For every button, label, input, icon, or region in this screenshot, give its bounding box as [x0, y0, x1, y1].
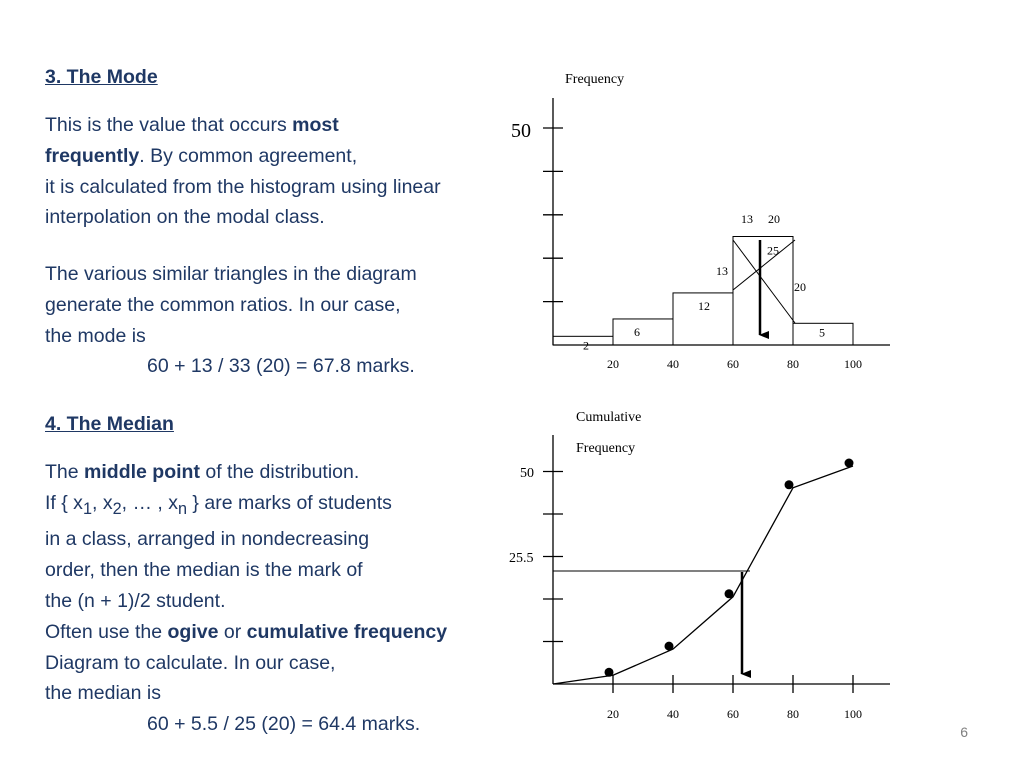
ogive-xtick-label: 60 [727, 707, 739, 721]
median-line4: order, then the median is the mark of [45, 559, 363, 582]
histogram-bar [613, 319, 673, 345]
mode-p1-line3: it is calculated from the histogram using linear [45, 175, 441, 198]
annotation-13-left: 13 [716, 264, 728, 278]
ogive-xtick-label: 20 [607, 707, 619, 721]
median-line8: the median is [45, 682, 161, 705]
median-line2-b: , x [91, 491, 113, 514]
mode-p1-bold1: most [292, 114, 339, 136]
cumulative-frequency-term: cumulative frequency [246, 620, 448, 643]
ogive-line [553, 466, 853, 684]
sub-1: 1 [82, 499, 92, 518]
ogive-point [785, 480, 794, 489]
mode-p1-line4: interpolation on the modal class. [45, 206, 325, 229]
histogram-ytick-label-50: 50 [511, 120, 531, 142]
annotation-13-top: 13 [741, 212, 753, 226]
median-line2-a: If { x [45, 491, 83, 514]
ogive-xtick-label: 100 [844, 707, 862, 721]
histogram-chart [511, 72, 890, 371]
median-line7: Diagram to calculate. In our case, [45, 651, 336, 674]
histogram-xtick-label: 20 [607, 357, 619, 371]
median-line1-bold: middle point [84, 461, 200, 483]
mode-p1-pre: This is the value that occurs [45, 114, 293, 136]
ogive-point [725, 589, 734, 598]
ogive-ylabel-line1: Cumulative [576, 410, 642, 425]
ogive-chart [509, 410, 890, 721]
mode-p1-bold2: frequently [45, 144, 140, 167]
ogive-ytick-label-50: 50 [520, 466, 534, 481]
median-formula: 60 + 5.5 / 25 (20) = 64.4 marks. [147, 713, 421, 736]
histogram-xtick-label: 100 [844, 357, 862, 371]
median-line2-c: , … , x [121, 491, 178, 514]
median-line6-mid: or [218, 620, 247, 643]
annotation-20-top: 20 [768, 212, 780, 226]
ogive-ylabel-line2: Frequency [576, 441, 636, 456]
median-line6-pre: Often use the [45, 620, 168, 643]
histogram-xtick-label: 60 [727, 357, 739, 371]
sub-2: 2 [112, 499, 122, 518]
sub-n: n [177, 499, 188, 518]
histogram-bar-label: 25 [767, 243, 779, 258]
median-line2-d: } are marks of students [187, 491, 392, 514]
ogive-xtick-label: 80 [787, 707, 799, 721]
ogive-point [605, 668, 614, 677]
triangle-line-left [733, 240, 795, 323]
median-line1-pre: The [45, 461, 85, 483]
ogive-term: ogive [167, 620, 219, 643]
histogram-bar-label: 6 [634, 324, 640, 339]
histogram-bar-label: 5 [819, 325, 825, 340]
ogive-xtick-label: 40 [667, 707, 679, 721]
ogive-point [665, 642, 674, 651]
mode-p1-post: . By common agreement, [139, 144, 358, 167]
mode-p2-line1: The various similar triangles in the diagram [45, 263, 417, 285]
histogram-bar-label: 2 [583, 338, 589, 353]
mode-heading: 3. The Mode [45, 66, 158, 88]
histogram-ylabel: Frequency [565, 72, 625, 87]
median-line3: in a class, arranged in nondecreasing [45, 528, 370, 551]
ogive-ytick-label-25-5: 25.5 [509, 551, 534, 566]
mode-formula: 60 + 13 / 33 (20) = 67.8 marks. [147, 355, 415, 378]
page-number: 6 [960, 724, 968, 740]
mode-p2-line3: the mode is [45, 324, 146, 347]
mode-p2-line2: generate the common ratios. In our case, [45, 293, 401, 316]
histogram-bar-label: 12 [698, 298, 710, 313]
annotation-20-right: 20 [794, 280, 806, 294]
median-heading: 4. The Median [45, 413, 174, 435]
median-line1-post: of the distribution. [199, 461, 360, 483]
histogram-xtick-label: 40 [667, 357, 679, 371]
triangle-line-right [733, 240, 795, 290]
ogive-point [845, 459, 854, 468]
histogram-xtick-label: 80 [787, 357, 799, 371]
median-line5: the (n + 1)/2 student. [45, 590, 226, 613]
